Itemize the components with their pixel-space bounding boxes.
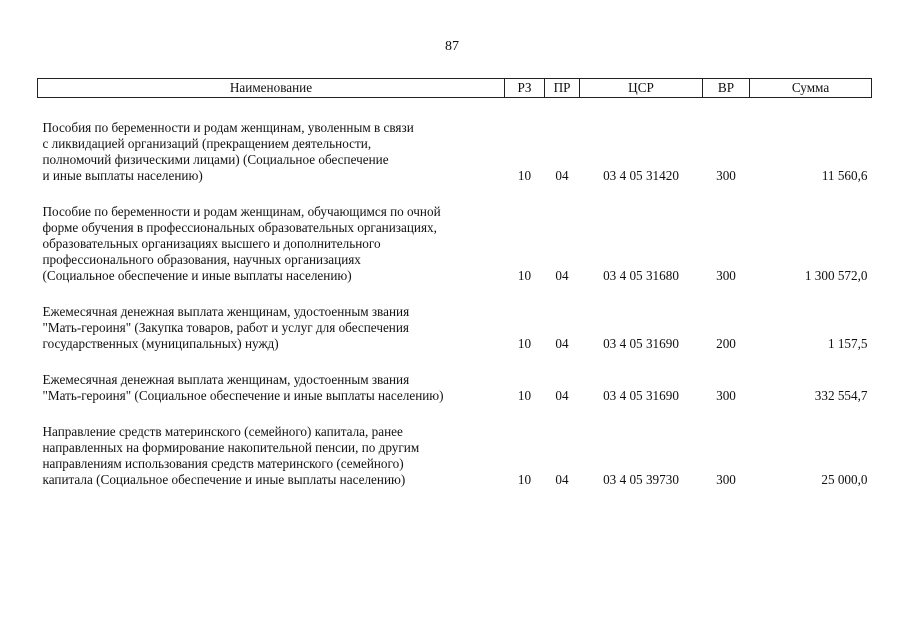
row-name-line: государственных (муниципальных) нужд) [42,336,279,351]
row-sum: 11 560,6 [821,168,868,183]
row-pr: 04 [555,336,569,351]
header-sum: Сумма [750,79,872,98]
row-csr: 03 4 05 31690 [603,336,679,351]
row-vr: 300 [716,388,736,403]
row-pr: 04 [555,268,569,283]
row-pr: 04 [555,472,569,487]
header-csr: ЦСР [580,79,703,98]
row-name-line: капитала (Социальное обеспечение и иные выплаты населению) [42,472,406,487]
row-vr: 300 [716,168,736,183]
row-name-line: направленных на формирование накопительной пенсии, по другим [42,440,420,455]
page-number: 87 [445,39,459,54]
header-vr: ВР [703,79,750,98]
header-rz: РЗ [505,79,545,98]
header-name: Наименование [38,79,505,98]
table-row [38,372,872,407]
row-name-line: направлениям использования средств материнского (семейного) [42,456,404,471]
row-name [38,304,505,355]
table-row [38,120,872,187]
row-name-line: полномочий физическими лицами) (Социальное обеспечение [42,152,389,167]
table-header-row [38,79,872,98]
row-sum: 332 554,7 [814,388,868,403]
row-vr: 200 [716,336,736,351]
header-pr: ПР [545,79,580,98]
table-row [38,204,872,287]
row-csr: 03 4 05 31690 [603,388,679,403]
row-name [38,204,505,287]
row-name [38,372,505,407]
row-name-line: образовательных организациях высшего и дополнительного [42,236,381,251]
row-name-line: (Социальное обеспечение и иные выплаты населению) [42,268,352,283]
row-name-line: Пособия по беременности и родам женщинам, уволенным в связи [42,120,414,135]
row-csr: 03 4 05 31680 [603,268,679,283]
row-rz: 10 [517,336,532,351]
row-csr: 03 4 05 39730 [603,472,679,487]
row-sum: 1 157,5 [827,336,868,351]
row-pr: 04 [555,388,569,403]
row-name-line: профессионального образования, научных организациях [42,252,361,267]
row-pr: 04 [555,168,569,183]
table-row [38,304,872,355]
row-name-line: "Мать-героиня" (Закупка товаров, работ и услуг для обеспечения [42,320,409,335]
row-rz: 10 [517,168,532,183]
row-name-line: и иные выплаты населению) [42,168,203,183]
row-name-line: "Мать-героиня" (Социальное обеспечение и иные выплаты населению) [42,388,444,403]
row-rz: 10 [517,388,532,403]
row-name-line: форме обучения в профессиональных образовательных организациях, [42,220,437,235]
row-name-line: Пособие по беременности и родам женщинам, обучающимся по очной [42,204,441,219]
row-vr: 300 [716,472,736,487]
row-name-line: Направление средств материнского (семейного) капитала, ранее [42,424,403,439]
row-name-line: Ежемесячная денежная выплата женщинам, удостоенным звания [42,304,410,319]
row-name-line: с ликвидацией организаций (прекращением деятельности, [42,136,372,151]
row-csr: 03 4 05 31420 [603,168,679,183]
row-sum: 1 300 572,0 [804,268,868,283]
row-rz: 10 [517,268,532,283]
table-row [38,424,872,491]
row-vr: 300 [716,268,736,283]
row-name [38,120,505,187]
row-sum: 25 000,0 [821,472,868,487]
row-name [38,424,505,491]
budget-table [37,78,872,491]
row-name-line: Ежемесячная денежная выплата женщинам, удостоенным звания [42,372,410,387]
row-rz: 10 [517,472,532,487]
